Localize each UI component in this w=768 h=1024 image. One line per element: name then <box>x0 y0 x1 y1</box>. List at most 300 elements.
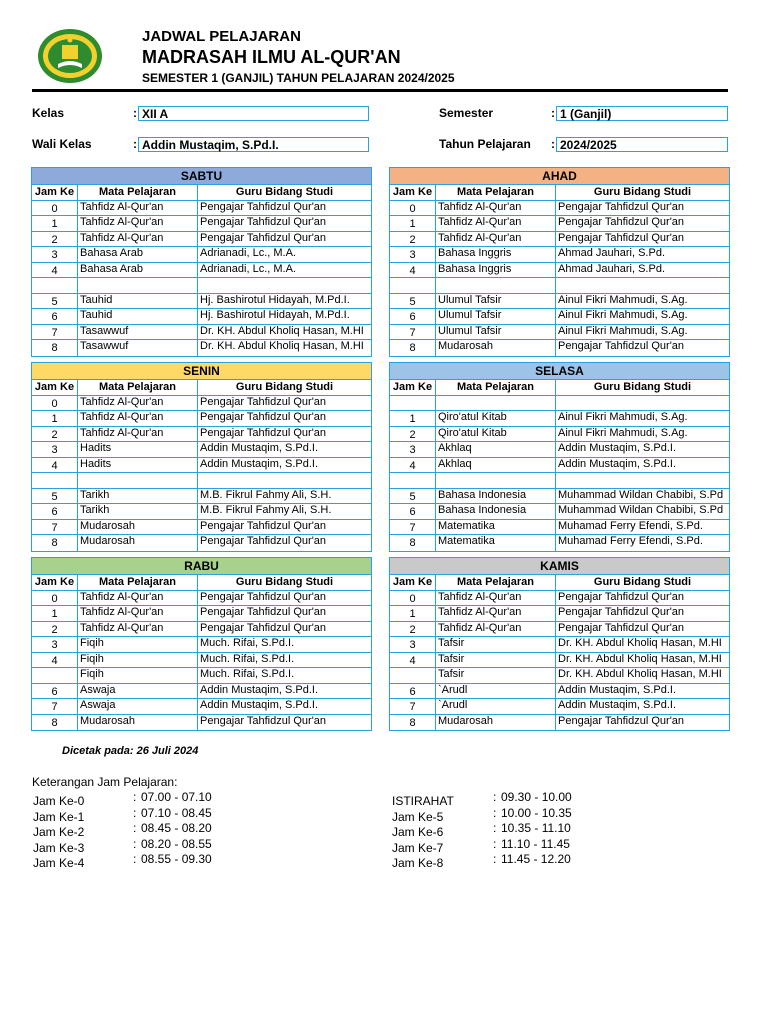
jam-colon: : <box>133 790 137 804</box>
table-row <box>32 715 371 731</box>
column-header-row <box>390 185 729 201</box>
guru-cell: Much. Rifai, S.Pd.I. <box>200 637 295 649</box>
jam-cell: 4 <box>32 653 78 668</box>
table-row <box>32 684 371 700</box>
guru-cell: Addin Mustaqim, S.Pd.I. <box>200 442 318 454</box>
table-row <box>32 606 371 622</box>
jam-cell: 7 <box>390 520 436 535</box>
jam-cell: 6 <box>32 684 78 699</box>
guru-cell: Pengajar Tahfidzul Qur'an <box>200 519 327 532</box>
guru-cell: Pengajar Tahfidzul Qur'an <box>558 340 685 352</box>
mapel-cell: Tahfidz Al-Qur'an <box>78 622 198 637</box>
jam-cell: 7 <box>32 699 78 714</box>
madrasah-logo <box>37 28 103 84</box>
mapel-cell: Aswaja <box>78 684 198 699</box>
mapel-cell: Tahfidz Al-Qur'an <box>78 396 198 411</box>
mapel-cell: Bahasa Indonesia <box>436 504 556 519</box>
jam-cell <box>32 278 78 293</box>
jam-cell: 0 <box>32 396 78 411</box>
kelas-field[interactable]: XII A <box>138 106 369 121</box>
guru-cell: Pengajar Tahfidzul Qur'an <box>200 621 327 634</box>
table-row <box>390 411 729 427</box>
jam-cell: 6 <box>390 504 436 519</box>
table-row <box>32 458 371 474</box>
col-guru: Guru Bidang Studi <box>593 576 692 588</box>
guru-cell: Pengajar Tahfidzul Qur'an <box>200 216 327 228</box>
jam-time: 10.35 - 11.10 <box>501 821 571 835</box>
mapel-cell: Bahasa Arab <box>78 247 198 262</box>
guru-cell: Ahmad Jauhari, S.Pd. <box>558 247 666 259</box>
mapel-cell: Matematika <box>436 535 556 551</box>
guru-cell: Pengajar Tahfidzul Qur'an <box>200 590 327 603</box>
table-row <box>32 520 371 536</box>
mapel-cell: Tahfidz Al-Qur'an <box>436 216 556 231</box>
col-guru: Guru Bidang Studi <box>235 576 334 588</box>
table-row <box>32 201 371 217</box>
table-row <box>32 309 371 325</box>
jam-colon: : <box>133 852 137 866</box>
table-row <box>32 294 371 310</box>
mapel-cell: Fiqih <box>78 668 198 683</box>
header-line1: JADWAL PELAJARAN <box>142 28 301 45</box>
table-row <box>32 247 371 263</box>
jam-cell: 7 <box>390 325 436 340</box>
guru-cell: Adrianadi, Lc., M.A. <box>200 247 296 259</box>
col-jam-ke: Jam Ke <box>32 380 78 395</box>
col-guru: Guru Bidang Studi <box>593 186 692 198</box>
table-row <box>390 309 729 325</box>
jam-time: 11.10 - 11.45 <box>501 836 570 851</box>
table-row <box>32 473 371 489</box>
table-row <box>32 504 371 520</box>
jam-time: 07.00 - 07.10 <box>141 790 212 804</box>
mapel-cell: Tarikh <box>78 504 198 519</box>
table-row <box>390 489 729 505</box>
guru-cell: Pengajar Tahfidzul Qur'an <box>558 621 685 634</box>
jam-cell: 5 <box>390 294 436 309</box>
table-row <box>390 591 729 607</box>
day-header: SENIN <box>32 363 371 380</box>
day-header: KAMIS <box>390 558 729 575</box>
guru-cell: Addin Mustaqim, S.Pd.I. <box>200 683 318 696</box>
table-row <box>390 684 729 700</box>
jam-cell: 6 <box>390 309 436 324</box>
jam-cell: 1 <box>32 411 78 426</box>
jam-label: Jam Ke-5 <box>392 809 444 824</box>
table-row <box>390 668 729 684</box>
jam-time: 10.00 - 10.35 <box>501 805 572 820</box>
wali-label: Wali Kelas <box>32 137 92 151</box>
jam-cell <box>390 473 436 488</box>
guru-cell: Ainul Fikri Mahmudi, S.Ag. <box>558 426 688 439</box>
col-mata-pelajaran: Mata Pelajaran <box>78 380 198 395</box>
table-row <box>390 263 729 279</box>
mapel-cell: Mudarosah <box>436 340 556 356</box>
mapel-cell: Fiqih <box>78 637 198 652</box>
table-row <box>32 699 371 715</box>
mapel-cell: Qiro'atul Kitab <box>436 411 556 426</box>
semester-field[interactable]: 1 (Ganjil) <box>556 106 728 121</box>
mapel-cell: Tasawwuf <box>78 325 198 340</box>
table-row <box>390 442 729 458</box>
table-row <box>32 653 371 669</box>
mapel-cell: Akhlaq <box>436 442 556 457</box>
jam-label: Jam Ke-0 <box>33 794 85 808</box>
jam-time: 09.30 - 10.00 <box>501 790 572 804</box>
guru-cell: Hj. Bashirotul Hidayah, M.Pd.I. <box>200 309 350 321</box>
mapel-cell <box>436 278 556 293</box>
guru-cell: Addin Mustaqim, S.Pd.I. <box>558 457 676 470</box>
jam-cell <box>390 396 436 411</box>
mapel-cell: Bahasa Inggris <box>436 263 556 278</box>
jam-cell: 2 <box>32 622 78 637</box>
jam-cell: 7 <box>390 699 436 714</box>
table-row <box>390 606 729 622</box>
jam-label: Jam Ke-1 <box>33 809 85 824</box>
guru-cell: Addin Mustaqim, S.Pd.I. <box>558 699 676 711</box>
printed-date: Dicetak pada: 26 Juli 2024 <box>62 745 199 757</box>
jam-cell: 8 <box>390 715 436 731</box>
jam-label: Jam Ke-7 <box>392 840 444 855</box>
mapel-cell: Tahfidz Al-Qur'an <box>436 606 556 621</box>
guru-cell: Muhamad Ferry Efendi, S.Pd. <box>558 519 703 532</box>
table-row <box>32 489 371 505</box>
mapel-cell: Qiro'atul Kitab <box>436 427 556 442</box>
mapel-cell: Ulumul Tafsir <box>436 294 556 309</box>
mapel-cell: Akhlaq <box>436 458 556 473</box>
guru-cell: Muhammad Wildan Chabibi, S.Pd <box>558 488 724 501</box>
jam-cell: 2 <box>390 427 436 442</box>
mapel-cell: Tahfidz Al-Qur'an <box>78 201 198 216</box>
jam-cell: 4 <box>390 653 436 668</box>
jam-cell: 3 <box>32 637 78 652</box>
guru-cell: Pengajar Tahfidzul Qur'an <box>558 216 685 228</box>
mapel-cell: Tafsir <box>436 668 556 683</box>
wali-field[interactable]: Addin Mustaqim, S.Pd.I. <box>138 137 369 152</box>
jam-label: Jam Ke-4 <box>33 856 85 870</box>
table-row <box>390 294 729 310</box>
col-jam-ke: Jam Ke <box>390 575 436 590</box>
day-table-ahad <box>389 167 730 357</box>
mapel-cell: Tahfidz Al-Qur'an <box>78 411 198 426</box>
guru-cell <box>556 396 729 411</box>
jam-time: 08.20 - 08.55 <box>141 836 212 851</box>
guru-cell: Addin Mustaqim, S.Pd.I. <box>558 683 676 696</box>
jam-cell: 2 <box>32 232 78 247</box>
day-table-selasa <box>389 362 730 552</box>
guru-cell: Dr. KH. Abdul Kholiq Hasan, M.HI <box>558 652 722 665</box>
table-row <box>32 216 371 232</box>
semester-label: Semester <box>439 106 494 120</box>
day-table-sabtu <box>31 167 372 357</box>
jam-cell: 3 <box>32 442 78 457</box>
mapel-cell: `Arudl <box>436 699 556 714</box>
jam-cell <box>32 473 78 488</box>
jam-cell: 1 <box>390 411 436 426</box>
mapel-cell: Ulumul Tafsir <box>436 325 556 340</box>
guru-cell: Pengajar Tahfidzul Qur'an <box>200 714 327 727</box>
jam-colon: : <box>493 805 497 820</box>
col-guru: Guru Bidang Studi <box>235 186 334 198</box>
jam-cell: 5 <box>32 294 78 309</box>
guru-cell: Pengajar Tahfidzul Qur'an <box>558 714 685 727</box>
col-jam-ke: Jam Ke <box>390 380 436 395</box>
mapel-cell: Tahfidz Al-Qur'an <box>78 427 198 442</box>
jam-cell: 6 <box>390 684 436 699</box>
jam-cell: 0 <box>390 201 436 216</box>
jam-cell <box>390 668 436 683</box>
jam-label: Jam Ke-2 <box>33 825 85 839</box>
jam-cell: 6 <box>32 504 78 519</box>
col-mata-pelajaran: Mata Pelajaran <box>78 575 198 590</box>
jam-cell: 8 <box>32 340 78 356</box>
table-row <box>32 622 371 638</box>
guru-cell: Muhammad Wildan Chabibi, S.Pd <box>558 504 724 516</box>
jam-cell: 0 <box>32 201 78 216</box>
guru-cell: M.B. Fikrul Fahmy Ali, S.H. <box>200 488 332 501</box>
mapel-cell: Tasawwuf <box>78 340 198 356</box>
mapel-cell: Mudarosah <box>78 715 198 731</box>
jam-time: 11.45 - 12.20 <box>501 852 571 866</box>
header-divider <box>32 89 728 92</box>
day-table-rabu <box>31 557 372 731</box>
column-header-row <box>390 575 729 591</box>
mapel-cell: Tafsir <box>436 637 556 652</box>
semester-colon: : <box>551 106 555 120</box>
mapel-cell: Bahasa Arab <box>78 263 198 278</box>
jam-time: 07.10 - 08.45 <box>141 805 212 820</box>
header-line2: MADRASAH ILMU AL-QUR'AN <box>142 47 401 67</box>
table-row <box>390 520 729 536</box>
table-row <box>390 201 729 217</box>
col-mata-pelajaran: Mata Pelajaran <box>78 185 198 200</box>
tahun-label: Tahun Pelajaran <box>439 137 531 151</box>
table-row <box>32 396 371 412</box>
guru-cell: Pengajar Tahfidzul Qur'an <box>558 231 685 244</box>
guru-cell: Pengajar Tahfidzul Qur'an <box>558 606 685 618</box>
guru-cell: Pengajar Tahfidzul Qur'an <box>558 200 685 213</box>
mapel-cell: Tauhid <box>78 309 198 324</box>
guru-cell: Ainul Fikri Mahmudi, S.Ag. <box>558 293 688 306</box>
table-row <box>390 637 729 653</box>
tahun-field[interactable]: 2024/2025 <box>556 137 728 152</box>
mapel-cell: Tahfidz Al-Qur'an <box>436 622 556 637</box>
tahun-colon: : <box>551 137 555 151</box>
day-header: SELASA <box>390 363 729 380</box>
table-row <box>32 427 371 443</box>
mapel-cell: Tarikh <box>78 489 198 504</box>
mapel-cell: Tahfidz Al-Qur'an <box>78 591 198 606</box>
jam-label: Jam Ke-3 <box>33 840 85 855</box>
jam-cell: 3 <box>390 637 436 652</box>
guru-cell: Pengajar Tahfidzul Qur'an <box>200 395 327 408</box>
jam-cell: 5 <box>390 489 436 504</box>
guru-cell: Dr. KH. Abdul Kholiq Hasan, M.HI <box>558 637 722 649</box>
table-row <box>390 247 729 263</box>
jam-cell: 3 <box>390 442 436 457</box>
mapel-cell: Bahasa Inggris <box>436 247 556 262</box>
mapel-cell: Mudarosah <box>78 535 198 551</box>
guru-cell: Pengajar Tahfidzul Qur'an <box>200 200 327 213</box>
mapel-cell: Mudarosah <box>78 520 198 535</box>
jam-cell: 4 <box>390 263 436 278</box>
mapel-cell: Tauhid <box>78 294 198 309</box>
guru-cell: Dr. KH. Abdul Kholiq Hasan, M.HI <box>558 668 722 680</box>
mapel-cell: Tahfidz Al-Qur'an <box>436 591 556 606</box>
kelas-label: Kelas <box>32 106 65 120</box>
guru-cell <box>556 473 729 488</box>
jam-cell: 2 <box>390 622 436 637</box>
jam-cell: 8 <box>32 715 78 731</box>
table-row <box>32 325 371 341</box>
jam-cell: 1 <box>32 606 78 621</box>
jam-cell <box>390 278 436 293</box>
mapel-cell: Fiqih <box>78 653 198 668</box>
jam-colon: : <box>493 836 497 851</box>
column-header-row <box>32 185 371 201</box>
jam-time: 08.45 - 08.20 <box>141 821 212 835</box>
guru-cell <box>198 278 371 293</box>
day-header: AHAD <box>390 168 729 185</box>
col-guru: Guru Bidang Studi <box>235 381 334 393</box>
column-header-row <box>32 380 371 396</box>
table-row <box>390 653 729 669</box>
mapel-cell: Hadits <box>78 458 198 473</box>
mapel-cell: Tahfidz Al-Qur'an <box>78 606 198 621</box>
mapel-cell: Tahfidz Al-Qur'an <box>436 201 556 216</box>
guru-cell: Addin Mustaqim, S.Pd.I. <box>200 699 318 711</box>
table-row <box>390 216 729 232</box>
jam-cell: 3 <box>390 247 436 262</box>
jam-cell: 4 <box>32 458 78 473</box>
table-row <box>390 325 729 341</box>
mapel-cell: Tahfidz Al-Qur'an <box>78 216 198 231</box>
col-mata-pelajaran: Mata Pelajaran <box>436 575 556 590</box>
table-row <box>390 278 729 294</box>
col-guru: Guru Bidang Studi <box>593 381 692 393</box>
table-row <box>390 622 729 638</box>
mapel-cell: Bahasa Indonesia <box>436 489 556 504</box>
guru-cell: Pengajar Tahfidzul Qur'an <box>200 231 327 244</box>
jam-cell: 2 <box>32 427 78 442</box>
table-row <box>390 473 729 489</box>
guru-cell: Muhamad Ferry Efendi, S.Pd. <box>558 535 703 547</box>
col-jam-ke: Jam Ke <box>32 575 78 590</box>
mapel-cell: Hadits <box>78 442 198 457</box>
guru-cell: M.B. Fikrul Fahmy Ali, S.H. <box>200 504 332 516</box>
table-row <box>390 340 729 356</box>
table-row <box>32 411 371 427</box>
jam-colon: : <box>133 821 137 835</box>
mapel-cell: Matematika <box>436 520 556 535</box>
jam-cell: 1 <box>390 606 436 621</box>
guru-cell: Ainul Fikri Mahmudi, S.Ag. <box>558 411 688 423</box>
mapel-cell: Aswaja <box>78 699 198 714</box>
mapel-cell <box>436 473 556 488</box>
jam-cell: 1 <box>32 216 78 231</box>
mapel-cell: Tafsir <box>436 653 556 668</box>
col-mata-pelajaran: Mata Pelajaran <box>436 185 556 200</box>
table-row <box>390 232 729 248</box>
column-header-row <box>390 380 729 396</box>
jam-colon: : <box>493 852 497 866</box>
table-row <box>32 442 371 458</box>
guru-cell: Ainul Fikri Mahmudi, S.Ag. <box>558 324 688 337</box>
keterangan-title: Keterangan Jam Pelajaran: <box>32 775 178 789</box>
day-header: RABU <box>32 558 371 575</box>
mapel-cell: Mudarosah <box>436 715 556 731</box>
jam-cell: 7 <box>32 325 78 340</box>
table-row <box>390 535 729 551</box>
jam-colon: : <box>133 805 137 820</box>
jam-cell: 2 <box>390 232 436 247</box>
jam-cell: 3 <box>32 247 78 262</box>
guru-cell: Much. Rifai, S.Pd.I. <box>200 652 295 665</box>
guru-cell: Much. Rifai, S.Pd.I. <box>200 668 295 680</box>
day-table-kamis <box>389 557 730 731</box>
jam-colon: : <box>493 790 497 804</box>
table-row <box>390 458 729 474</box>
guru-cell <box>198 473 371 488</box>
table-row <box>32 263 371 279</box>
day-header: SABTU <box>32 168 371 185</box>
guru-cell: Pengajar Tahfidzul Qur'an <box>200 411 327 423</box>
jam-cell: 5 <box>32 489 78 504</box>
guru-cell: Pengajar Tahfidzul Qur'an <box>200 606 327 618</box>
table-row <box>390 504 729 520</box>
table-row <box>390 699 729 715</box>
jam-cell: 8 <box>390 340 436 356</box>
jam-cell: 0 <box>32 591 78 606</box>
jam-cell: 4 <box>390 458 436 473</box>
table-row <box>32 340 371 356</box>
guru-cell: Adrianadi, Lc., M.A. <box>200 262 296 275</box>
table-row <box>32 637 371 653</box>
jam-colon: : <box>493 821 497 835</box>
table-row <box>32 535 371 551</box>
jam-cell: 0 <box>390 591 436 606</box>
jam-colon: : <box>133 836 137 851</box>
col-jam-ke: Jam Ke <box>390 185 436 200</box>
wali-colon: : <box>133 137 137 151</box>
mapel-cell: `Arudl <box>436 684 556 699</box>
guru-cell: Ahmad Jauhari, S.Pd. <box>558 262 666 275</box>
kelas-colon: : <box>133 106 137 120</box>
table-row <box>390 715 729 731</box>
table-row <box>390 427 729 443</box>
guru-cell: Ainul Fikri Mahmudi, S.Ag. <box>558 309 688 321</box>
guru-cell <box>556 278 729 293</box>
mapel-cell: Ulumul Tafsir <box>436 309 556 324</box>
table-row <box>32 278 371 294</box>
table-row <box>32 232 371 248</box>
guru-cell: Addin Mustaqim, S.Pd.I. <box>558 442 676 454</box>
guru-cell: Pengajar Tahfidzul Qur'an <box>200 535 327 547</box>
jam-label: ISTIRAHAT <box>392 794 454 808</box>
jam-cell: 1 <box>390 216 436 231</box>
guru-cell: Pengajar Tahfidzul Qur'an <box>200 426 327 439</box>
guru-cell: Addin Mustaqim, S.Pd.I. <box>200 457 318 470</box>
jam-cell: 8 <box>32 535 78 551</box>
guru-cell: Dr. KH. Abdul Kholiq Hasan, M.HI <box>200 340 364 352</box>
jam-time: 08.55 - 09.30 <box>141 852 212 866</box>
table-row <box>32 591 371 607</box>
col-jam-ke: Jam Ke <box>32 185 78 200</box>
mapel-cell <box>436 396 556 411</box>
mapel-cell: Tahfidz Al-Qur'an <box>436 232 556 247</box>
jam-cell: 4 <box>32 263 78 278</box>
table-row <box>390 396 729 412</box>
